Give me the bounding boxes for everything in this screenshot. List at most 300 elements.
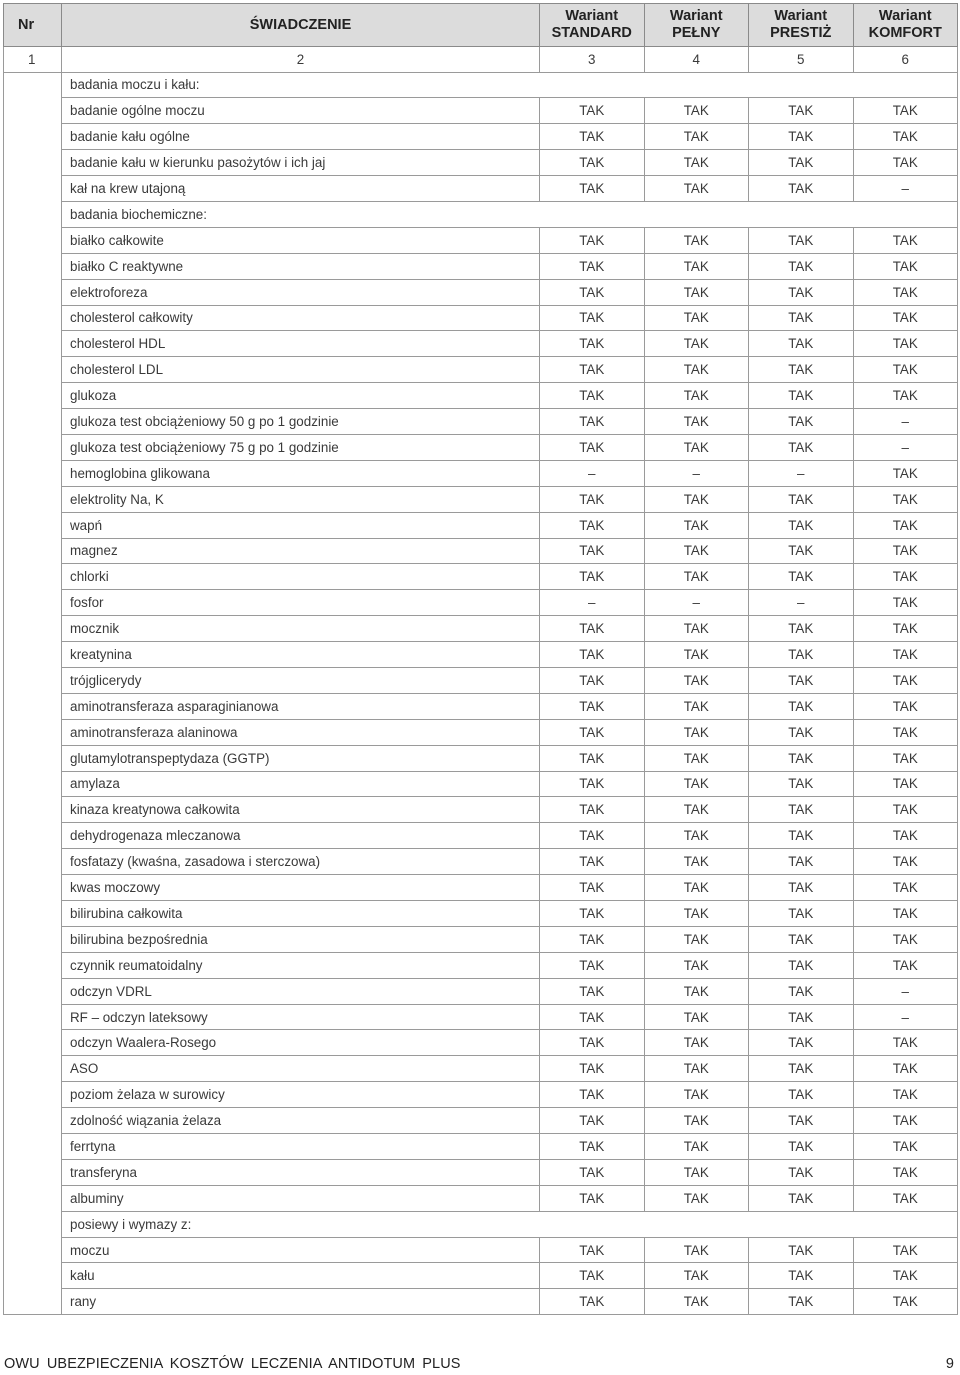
value-prestiz: TAK: [749, 1108, 854, 1134]
value-standard: TAK: [540, 849, 645, 875]
nr-cell: [4, 1082, 62, 1108]
value-komfort: –: [853, 434, 958, 460]
nr-cell: [4, 1030, 62, 1056]
nr-cell: [4, 124, 62, 150]
nr-cell: [4, 693, 62, 719]
section-label: badania moczu i kału:: [62, 72, 540, 98]
column-number: 4: [644, 47, 749, 73]
header-variant-komfort: Wariant KOMFORT: [853, 4, 958, 47]
service-name: kał na krew utajoną: [62, 176, 540, 202]
value-pelny: TAK: [644, 952, 749, 978]
value-prestiz: TAK: [749, 952, 854, 978]
value-prestiz: –: [749, 460, 854, 486]
value-komfort: TAK: [853, 616, 958, 642]
table-row: [4, 409, 958, 435]
value-prestiz: TAK: [749, 124, 854, 150]
value-pelny: TAK: [644, 875, 749, 901]
service-name: RF – odczyn lateksowy: [62, 1004, 540, 1030]
value-standard: TAK: [540, 1185, 645, 1211]
value-prestiz: TAK: [749, 1082, 854, 1108]
table-row: [4, 279, 958, 305]
value-komfort: –: [853, 1004, 958, 1030]
table-row: [4, 538, 958, 564]
service-name: białko całkowite: [62, 227, 540, 253]
service-name: aminotransferaza asparaginianowa: [62, 693, 540, 719]
table-row: [4, 1056, 958, 1082]
header-row: [4, 4, 958, 47]
value-standard: TAK: [540, 253, 645, 279]
value-standard: TAK: [540, 176, 645, 202]
value-standard: TAK: [540, 616, 645, 642]
nr-cell: [4, 538, 62, 564]
value-komfort: –: [853, 409, 958, 435]
service-name: kinaza kreatynowa całkowita: [62, 797, 540, 823]
table-row: [4, 1134, 958, 1160]
value-standard: TAK: [540, 901, 645, 927]
value-prestiz: TAK: [749, 693, 854, 719]
nr-cell: [4, 849, 62, 875]
service-name: fosfatazy (kwaśna, zasadowa i sterczowa): [62, 849, 540, 875]
value-prestiz: TAK: [749, 667, 854, 693]
value-prestiz: TAK: [749, 1237, 854, 1263]
table-row: [4, 616, 958, 642]
service-name: ASO: [62, 1056, 540, 1082]
value-komfort: TAK: [853, 1108, 958, 1134]
nr-cell: [4, 227, 62, 253]
value-komfort: TAK: [853, 460, 958, 486]
value-standard: TAK: [540, 926, 645, 952]
nr-cell: [4, 1237, 62, 1263]
benefits-table-container: [3, 3, 957, 1315]
value-standard: TAK: [540, 227, 645, 253]
value-standard: TAK: [540, 1030, 645, 1056]
value-prestiz: TAK: [749, 1159, 854, 1185]
table-row: [4, 383, 958, 409]
value-prestiz: TAK: [749, 978, 854, 1004]
service-name: aminotransferaza alaninowa: [62, 719, 540, 745]
value-prestiz: TAK: [749, 642, 854, 668]
value-komfort: TAK: [853, 1056, 958, 1082]
table-row: [4, 823, 958, 849]
value-prestiz: TAK: [749, 1004, 854, 1030]
table-row: [4, 564, 958, 590]
value-prestiz: TAK: [749, 176, 854, 202]
value-standard: TAK: [540, 409, 645, 435]
value-pelny: TAK: [644, 771, 749, 797]
service-name: rany: [62, 1289, 540, 1315]
value-standard: TAK: [540, 771, 645, 797]
service-name: odczyn VDRL: [62, 978, 540, 1004]
value-komfort: TAK: [853, 849, 958, 875]
value-komfort: TAK: [853, 1185, 958, 1211]
value-pelny: TAK: [644, 98, 749, 124]
service-name: elektrolity Na, K: [62, 486, 540, 512]
nr-cell: [4, 978, 62, 1004]
value-komfort: TAK: [853, 331, 958, 357]
value-standard: TAK: [540, 305, 645, 331]
service-name: cholesterol całkowity: [62, 305, 540, 331]
value-pelny: TAK: [644, 279, 749, 305]
value-prestiz: TAK: [749, 538, 854, 564]
value-komfort: –: [853, 176, 958, 202]
value-standard: TAK: [540, 1289, 645, 1315]
value-prestiz: TAK: [749, 1263, 854, 1289]
value-pelny: TAK: [644, 1289, 749, 1315]
value-komfort: TAK: [853, 124, 958, 150]
value-pelny: TAK: [644, 176, 749, 202]
nr-cell: [4, 797, 62, 823]
nr-cell: [4, 1289, 62, 1315]
service-name: bilirubina całkowita: [62, 901, 540, 927]
nr-cell: [4, 357, 62, 383]
value-standard: TAK: [540, 486, 645, 512]
value-pelny: TAK: [644, 1056, 749, 1082]
value-prestiz: TAK: [749, 797, 854, 823]
value-standard: TAK: [540, 331, 645, 357]
table-row: [4, 978, 958, 1004]
value-komfort: TAK: [853, 564, 958, 590]
nr-cell: [4, 98, 62, 124]
value-standard: TAK: [540, 1237, 645, 1263]
nr-cell: [4, 1004, 62, 1030]
table-row: [4, 875, 958, 901]
value-standard: TAK: [540, 719, 645, 745]
value-prestiz: TAK: [749, 253, 854, 279]
value-komfort: TAK: [853, 538, 958, 564]
service-name: amylaza: [62, 771, 540, 797]
value-prestiz: TAK: [749, 1185, 854, 1211]
value-komfort: TAK: [853, 150, 958, 176]
value-pelny: TAK: [644, 693, 749, 719]
value-prestiz: TAK: [749, 512, 854, 538]
value-pelny: TAK: [644, 797, 749, 823]
value-pelny: TAK: [644, 150, 749, 176]
value-prestiz: TAK: [749, 383, 854, 409]
value-pelny: TAK: [644, 719, 749, 745]
value-standard: TAK: [540, 538, 645, 564]
nr-cell: [4, 667, 62, 693]
value-standard: TAK: [540, 1159, 645, 1185]
value-prestiz: TAK: [749, 150, 854, 176]
nr-cell: [4, 1263, 62, 1289]
nr-cell: [4, 460, 62, 486]
value-pelny: –: [644, 590, 749, 616]
service-name: kreatynina: [62, 642, 540, 668]
header-nr: Nr: [4, 4, 62, 47]
value-pelny: TAK: [644, 383, 749, 409]
value-prestiz: TAK: [749, 616, 854, 642]
nr-cell: [4, 486, 62, 512]
value-pelny: TAK: [644, 745, 749, 771]
value-komfort: TAK: [853, 590, 958, 616]
column-number: 5: [749, 47, 854, 73]
value-standard: TAK: [540, 434, 645, 460]
table-row: [4, 150, 958, 176]
value-prestiz: –: [749, 590, 854, 616]
value-standard: TAK: [540, 357, 645, 383]
value-pelny: TAK: [644, 409, 749, 435]
value-prestiz: TAK: [749, 486, 854, 512]
value-prestiz: TAK: [749, 1030, 854, 1056]
service-name: magnez: [62, 538, 540, 564]
value-komfort: TAK: [853, 227, 958, 253]
column-number: 3: [540, 47, 645, 73]
value-komfort: TAK: [853, 98, 958, 124]
table-row: [4, 1263, 958, 1289]
service-name: cholesterol LDL: [62, 357, 540, 383]
value-pelny: TAK: [644, 357, 749, 383]
value-pelny: TAK: [644, 1030, 749, 1056]
service-name: kwas moczowy: [62, 875, 540, 901]
value-prestiz: TAK: [749, 1134, 854, 1160]
nr-cell: [4, 383, 62, 409]
nr-cell: [4, 1159, 62, 1185]
value-komfort: TAK: [853, 771, 958, 797]
service-name: hemoglobina glikowana: [62, 460, 540, 486]
value-pelny: TAK: [644, 124, 749, 150]
value-komfort: TAK: [853, 875, 958, 901]
table-row: [4, 1030, 958, 1056]
service-name: mocznik: [62, 616, 540, 642]
section-blank: [540, 201, 958, 227]
value-prestiz: TAK: [749, 564, 854, 590]
table-row: [4, 926, 958, 952]
value-komfort: TAK: [853, 1134, 958, 1160]
value-pelny: TAK: [644, 1108, 749, 1134]
value-komfort: TAK: [853, 1082, 958, 1108]
table-row: [4, 667, 958, 693]
value-prestiz: TAK: [749, 875, 854, 901]
value-pelny: TAK: [644, 849, 749, 875]
value-komfort: TAK: [853, 357, 958, 383]
benefits-table: [3, 3, 958, 1315]
table-row: [4, 227, 958, 253]
value-pelny: TAK: [644, 642, 749, 668]
value-komfort: TAK: [853, 279, 958, 305]
value-komfort: TAK: [853, 823, 958, 849]
value-komfort: TAK: [853, 253, 958, 279]
service-name: transferyna: [62, 1159, 540, 1185]
table-row: [4, 719, 958, 745]
page-footer: [0, 1347, 960, 1375]
value-pelny: TAK: [644, 227, 749, 253]
section-label: badania biochemiczne:: [62, 201, 540, 227]
value-standard: –: [540, 460, 645, 486]
value-standard: TAK: [540, 797, 645, 823]
nr-cell: [4, 434, 62, 460]
service-name: ferrtyna: [62, 1134, 540, 1160]
column-number: 1: [4, 47, 62, 73]
column-number: 2: [62, 47, 540, 73]
nr-cell: [4, 331, 62, 357]
table-row: [4, 1237, 958, 1263]
value-komfort: TAK: [853, 383, 958, 409]
value-prestiz: TAK: [749, 331, 854, 357]
value-pelny: TAK: [644, 901, 749, 927]
service-name: elektroforeza: [62, 279, 540, 305]
nr-cell: [4, 1108, 62, 1134]
value-prestiz: TAK: [749, 305, 854, 331]
value-pelny: TAK: [644, 512, 749, 538]
table-row: [4, 642, 958, 668]
nr-cell: [4, 1185, 62, 1211]
nr-cell: [4, 409, 62, 435]
nr-cell: [4, 719, 62, 745]
service-name: zdolność wiązania żelaza: [62, 1108, 540, 1134]
table-row: [4, 849, 958, 875]
value-standard: TAK: [540, 1004, 645, 1030]
value-standard: TAK: [540, 1056, 645, 1082]
value-komfort: TAK: [853, 1237, 958, 1263]
value-prestiz: TAK: [749, 745, 854, 771]
value-pelny: TAK: [644, 1185, 749, 1211]
table-row: [4, 745, 958, 771]
value-prestiz: TAK: [749, 98, 854, 124]
value-standard: TAK: [540, 642, 645, 668]
table-row: [4, 98, 958, 124]
value-standard: TAK: [540, 823, 645, 849]
nr-cell: [4, 305, 62, 331]
service-name: glukoza test obciążeniowy 75 g po 1 godzinie: [62, 434, 540, 460]
table-row: [4, 693, 958, 719]
service-name: badanie kału w kierunku pasożytów i ich jaj: [62, 150, 540, 176]
table-row: [4, 590, 958, 616]
page-number: 9: [945, 1356, 954, 1372]
nr-cell: [4, 1056, 62, 1082]
nr-cell: [4, 616, 62, 642]
value-komfort: TAK: [853, 745, 958, 771]
nr-cell: [4, 176, 62, 202]
value-prestiz: TAK: [749, 901, 854, 927]
value-prestiz: TAK: [749, 719, 854, 745]
value-pelny: TAK: [644, 823, 749, 849]
table-row: [4, 253, 958, 279]
service-name: albuminy: [62, 1185, 540, 1211]
value-standard: TAK: [540, 667, 645, 693]
value-prestiz: TAK: [749, 434, 854, 460]
value-prestiz: TAK: [749, 771, 854, 797]
service-name: badanie ogólne moczu: [62, 98, 540, 124]
nr-cell: [4, 875, 62, 901]
table-row: [4, 512, 958, 538]
service-name: poziom żelaza w surowicy: [62, 1082, 540, 1108]
table-row: [4, 460, 958, 486]
table-row: [4, 486, 958, 512]
nr-cell: [4, 72, 62, 98]
value-pelny: TAK: [644, 564, 749, 590]
table-row: [4, 176, 958, 202]
service-name: moczu: [62, 1237, 540, 1263]
nr-cell: [4, 952, 62, 978]
value-pelny: TAK: [644, 1159, 749, 1185]
nr-cell: [4, 564, 62, 590]
value-prestiz: TAK: [749, 849, 854, 875]
value-pelny: TAK: [644, 486, 749, 512]
header-service: ŚWIADCZENIE: [62, 4, 540, 47]
value-pelny: TAK: [644, 978, 749, 1004]
value-pelny: TAK: [644, 926, 749, 952]
nr-cell: [4, 253, 62, 279]
value-pelny: TAK: [644, 538, 749, 564]
value-prestiz: TAK: [749, 357, 854, 383]
section-blank: [540, 72, 958, 98]
value-prestiz: TAK: [749, 279, 854, 305]
section-label: posiewy i wymazy z:: [62, 1211, 540, 1237]
service-name: czynnik reumatoidalny: [62, 952, 540, 978]
service-name: trójglicerydy: [62, 667, 540, 693]
header-variant-standard: Wariant STANDARD: [540, 4, 645, 47]
column-number: 6: [853, 47, 958, 73]
value-komfort: TAK: [853, 797, 958, 823]
value-pelny: TAK: [644, 667, 749, 693]
service-name: bilirubina bezpośrednia: [62, 926, 540, 952]
value-komfort: TAK: [853, 719, 958, 745]
value-pelny: TAK: [644, 1082, 749, 1108]
value-standard: TAK: [540, 383, 645, 409]
table-row: [4, 305, 958, 331]
nr-cell: [4, 279, 62, 305]
service-name: kału: [62, 1263, 540, 1289]
value-komfort: –: [853, 978, 958, 1004]
nr-cell: [4, 926, 62, 952]
service-name: fosfor: [62, 590, 540, 616]
value-standard: –: [540, 590, 645, 616]
value-komfort: TAK: [853, 486, 958, 512]
nr-cell: [4, 745, 62, 771]
value-pelny: TAK: [644, 1237, 749, 1263]
value-prestiz: TAK: [749, 227, 854, 253]
value-standard: TAK: [540, 512, 645, 538]
value-pelny: –: [644, 460, 749, 486]
service-name: odczyn Waalera-Rosego: [62, 1030, 540, 1056]
column-number-row: [4, 47, 958, 73]
value-komfort: TAK: [853, 667, 958, 693]
value-standard: TAK: [540, 745, 645, 771]
value-komfort: TAK: [853, 512, 958, 538]
nr-cell: [4, 1134, 62, 1160]
nr-cell: [4, 590, 62, 616]
table-row: [4, 357, 958, 383]
value-komfort: TAK: [853, 1289, 958, 1315]
section-row: [4, 1211, 958, 1237]
service-name: wapń: [62, 512, 540, 538]
nr-cell: [4, 150, 62, 176]
value-prestiz: TAK: [749, 1289, 854, 1315]
value-standard: TAK: [540, 1082, 645, 1108]
value-komfort: TAK: [853, 642, 958, 668]
value-komfort: TAK: [853, 693, 958, 719]
value-komfort: TAK: [853, 1159, 958, 1185]
value-pelny: TAK: [644, 1004, 749, 1030]
value-standard: TAK: [540, 952, 645, 978]
table-row: [4, 1108, 958, 1134]
header-variant-prestiz: Wariant PRESTIŻ: [749, 4, 854, 47]
table-row: [4, 331, 958, 357]
section-row: [4, 72, 958, 98]
value-pelny: TAK: [644, 434, 749, 460]
value-komfort: TAK: [853, 901, 958, 927]
service-name: chlorki: [62, 564, 540, 590]
nr-cell: [4, 771, 62, 797]
value-standard: TAK: [540, 1263, 645, 1289]
nr-cell: [4, 901, 62, 927]
value-standard: TAK: [540, 279, 645, 305]
value-pelny: TAK: [644, 616, 749, 642]
value-pelny: TAK: [644, 1134, 749, 1160]
value-standard: TAK: [540, 978, 645, 1004]
section-row: [4, 201, 958, 227]
value-standard: TAK: [540, 124, 645, 150]
